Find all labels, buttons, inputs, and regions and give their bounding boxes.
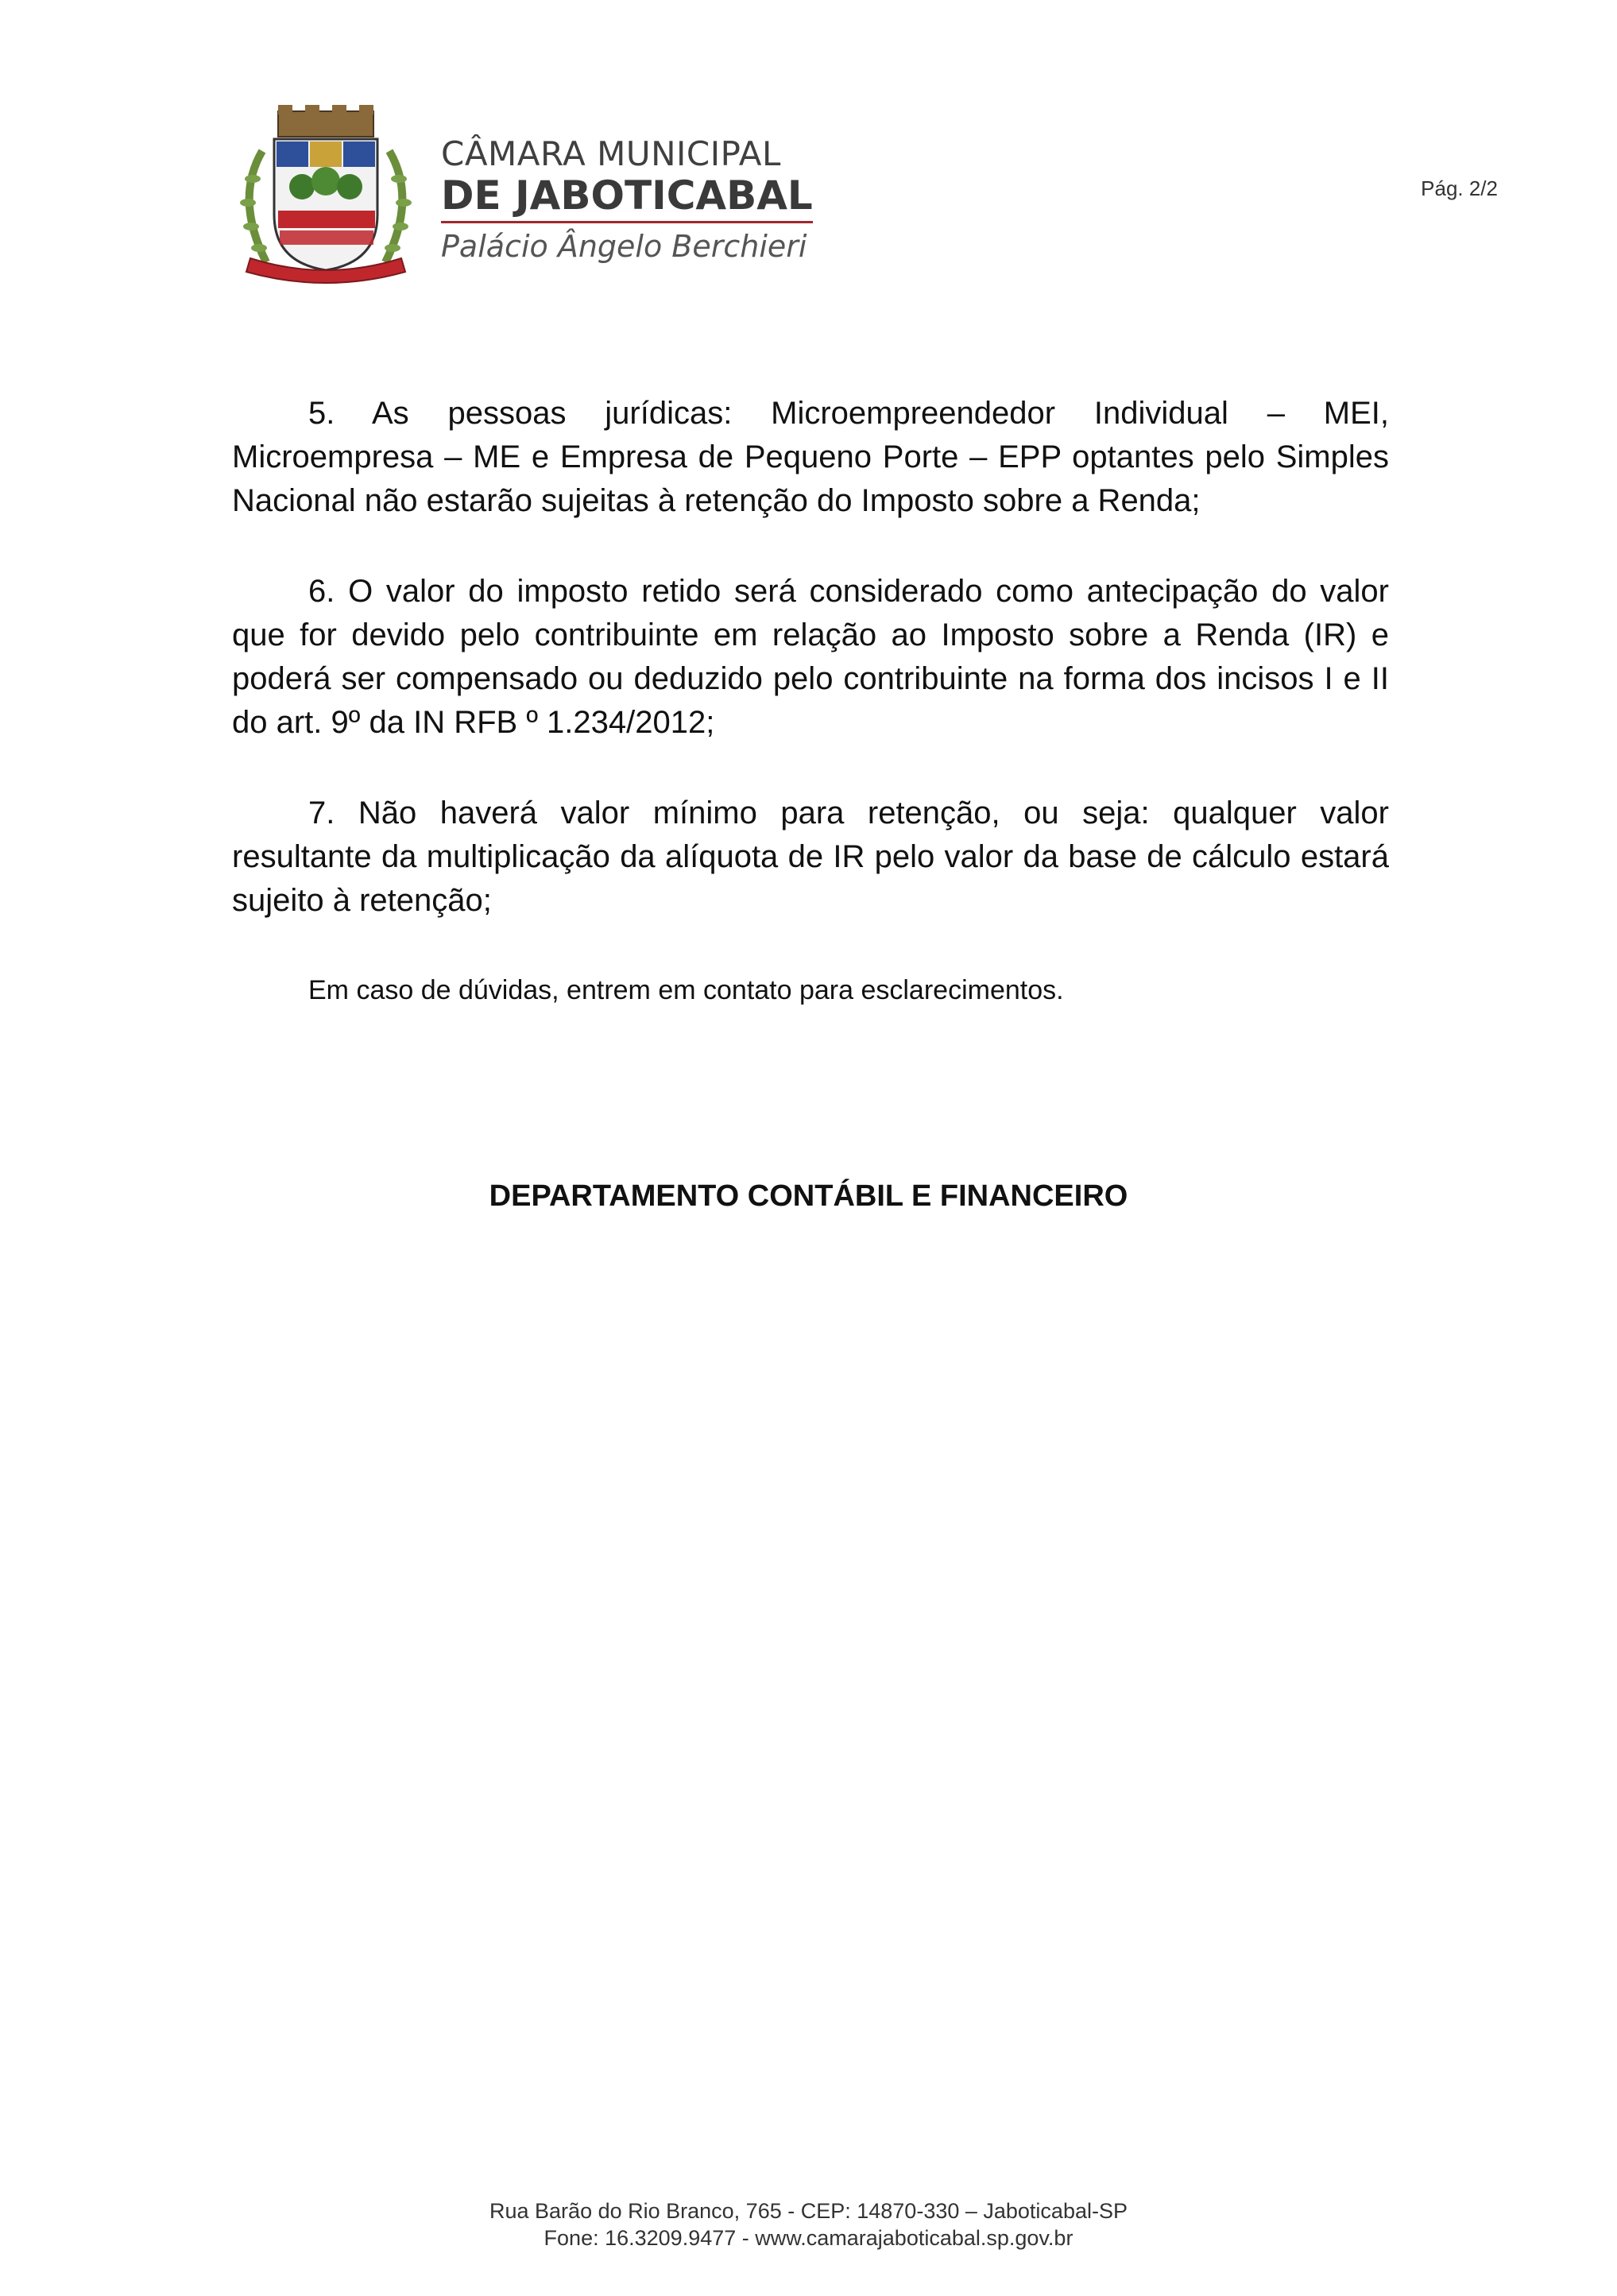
org-name-line1: CÂMARA MUNICIPAL [441, 134, 781, 173]
footer-address: Rua Barão do Rio Branco, 765 - CEP: 14870-330 – Jaboticabal-SP [489, 2199, 1128, 2223]
municipal-coat-of-arms-logo [230, 103, 421, 286]
footer-contact: Fone: 16.3209.9477 - www.camarajaboticabal.sp.gov.br [544, 2226, 1073, 2250]
page-footer [0, 2197, 1617, 2251]
paragraph-text: 7. Não haverá valor mínimo para retenção, ou seja: qualquer valor resultante da multiplicação da alíquota de IR pelo valor da base de cálculo estará sujeito à retenção; [232, 796, 1389, 918]
paragraph-item-6 [232, 570, 1389, 745]
signature-department: DEPARTAMENTO CONTÁBIL E FINANCEIRO [489, 1179, 1128, 1213]
closing-note: Em caso de dúvidas, entrem em contato para esclarecimentos. [308, 975, 1064, 1005]
paragraph-item-7 [232, 792, 1389, 923]
letterhead [230, 103, 1565, 294]
organization-name-block [441, 135, 813, 266]
paragraph-text: 6. O valor do imposto retido será considerado como antecipação do valor que for devido pelo contribuinte em relação ao Imposto sobre a Renda (IR) e poderá ser compensado ou deduzido pelo contribuinte na forma dos incisos I e II do art. 9º da IN RFB º 1.234/2012; [232, 574, 1389, 740]
page-number: Pág. 2/2 [1421, 176, 1498, 200]
org-name-line2: DE JABOTICABAL [441, 173, 813, 223]
paragraph-text: 5. As pessoas jurídicas: Microempreendedor Individual – MEI, Microempresa – ME e Empresa de Pequeno Porte – EPP optantes pelo Simples Nacional não estarão sujeitas à retenção do Imposto sobre a Renda; [232, 396, 1389, 518]
paragraph-item-5 [232, 392, 1389, 523]
org-palace-name: Palácio Ângelo Berchieri [441, 229, 807, 264]
